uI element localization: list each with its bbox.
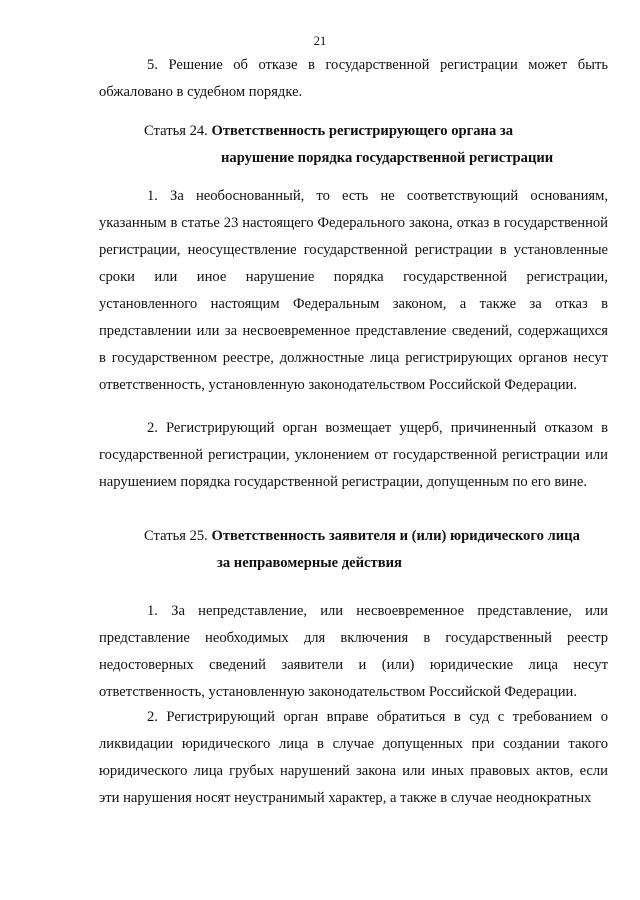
article-25-title-line1: Ответственность заявителя и (или) юридического лица [211,528,580,544]
article-25-heading-line2 [99,550,608,577]
article-25-prefix: Статья 25. [144,528,208,544]
article-24-heading-line1 [99,118,608,145]
article-24-title-line1: Ответственность регистрирующего органа за [211,123,514,139]
article-24-heading-line2 [99,145,608,172]
article-24-title-line2: нарушение порядка государственной регистрации [221,150,554,166]
article-24-heading [99,118,608,172]
article-25-title-line2: за неправомерные действия [217,555,402,571]
article-24-paragraph-1: 1. За необоснованный, то есть не соответствующий основаниям, указанным в статье 23 настоящего Федерального закона, отказ в государственной регистрации, неосуществление государственной регистрации в установленные сроки или иное нарушение порядка государственной регистрации, установленного настоящим Федеральным законом, а также за отказ в представлении или за несвоевременное представление сведений, содержащихся в государственном реестре, должностные лица регистрирующих органов несут ответственность, установленную законодательством Российской Федерации. [99,188,608,393]
paragraph-5-appeal: 5. Решение об отказе в государственной регистрации может быть обжаловано в судебном порядке. [99,57,608,100]
article-25-heading-line1 [99,523,608,550]
article-25-paragraph-1: 1. За непредставление, или несвоевременное представление, или представление необходимых для включения в государственный реестр недостоверных сведений заявители и (или) юридические лица несут ответственность, установленную законодательством Российской Федерации. [99,603,608,700]
article-25-heading [99,523,608,577]
page-number: 21 [313,34,327,48]
article-25-paragraph-2: 2. Регистрирующий орган вправе обратиться в суд с требованием о ликвидации юридического лица в случае допущенных при создании такого юридического лица грубых нарушений закона или иных правовых актов, если эти нарушения носят неустранимый характер, а также в случае неоднократных [99,709,608,806]
article-24-prefix: Статья 24. [144,123,208,139]
article-24-paragraph-2: 2. Регистрирующий орган возмещает ущерб, причиненный отказом в государственной регистрации, уклонением от государственной регистрации или нарушением порядка государственной регистрации, допущенным по его вине. [99,420,608,490]
